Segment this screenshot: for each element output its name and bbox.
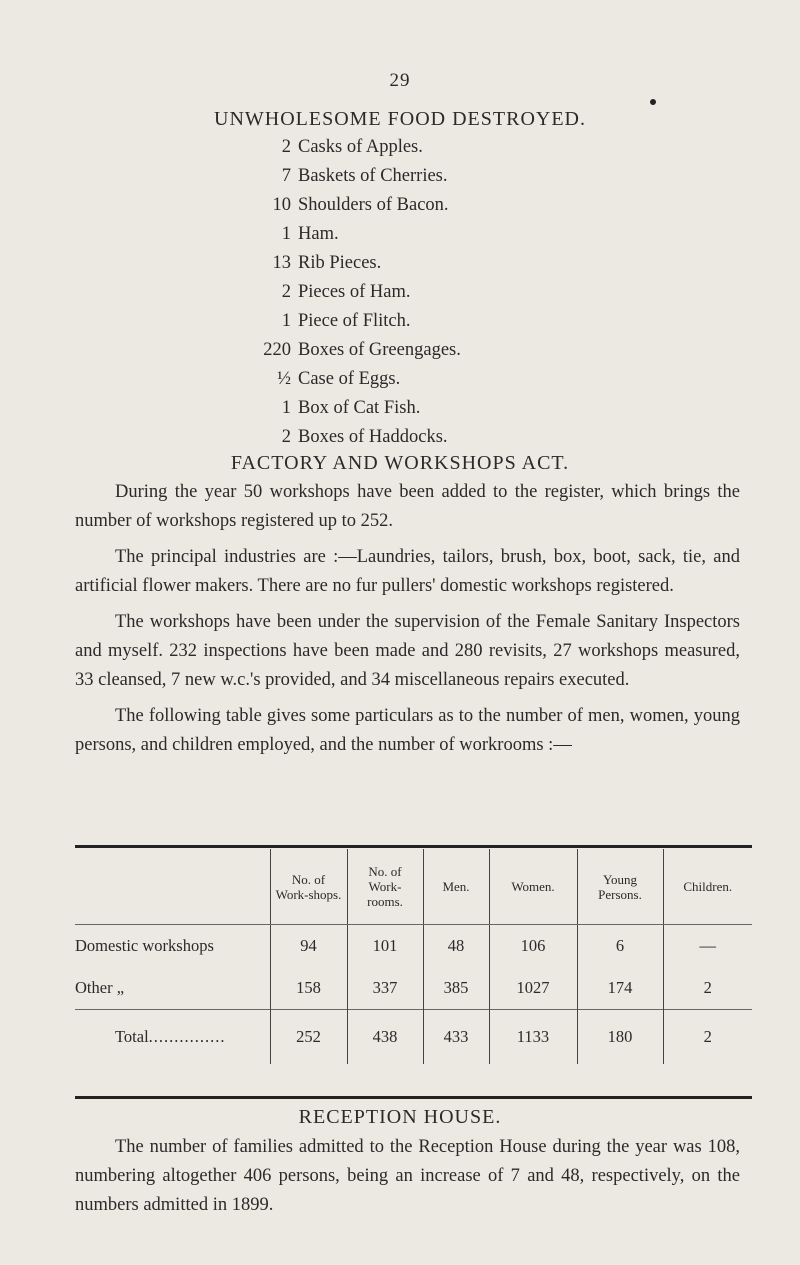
factory-heading: FACTORY AND WORKSHOPS ACT. <box>230 452 570 474</box>
table-cell: 252 <box>270 1010 347 1065</box>
table-cell: 101 <box>347 925 423 968</box>
item-quantity: 13 <box>272 253 291 273</box>
item-quantity: ½ <box>277 369 291 389</box>
item-label: Shoulders of Bacon. <box>298 195 449 215</box>
table-total-row <box>75 1010 752 1065</box>
item-label: Boxes of Greengages. <box>298 340 461 360</box>
reception-text <box>75 1133 740 1220</box>
column-header: Children. <box>663 849 752 925</box>
table-cell: 48 <box>423 925 489 968</box>
item-label: Rib Pieces. <box>298 253 382 273</box>
table-bottom-rule <box>75 1096 752 1099</box>
column-header: Young Persons. <box>577 849 663 925</box>
paragraph: The principal industries are :—Laundries, tailors, brush, box, boot, sack, tie, and artificial flower makers. There are no fur pullers' domestic workshops registered. <box>75 547 740 596</box>
table-cell: 174 <box>577 967 663 1010</box>
unwholesome-heading: UNWHOLESOME FOOD DESTROYED. <box>214 108 586 130</box>
item-label: Piece of Flitch. <box>298 311 411 331</box>
paragraph: The following table gives some particulars as to the number of men, women, young persons, and children employed, and the number of workrooms :— <box>75 706 740 755</box>
table-cell: 438 <box>347 1010 423 1065</box>
item-quantity: 7 <box>281 166 291 186</box>
page-number: 29 <box>389 70 411 91</box>
item-label: Baskets of Cherries. <box>298 166 448 186</box>
row-label: Total............... <box>75 1010 270 1065</box>
workshop-table <box>75 849 752 1064</box>
table-cell: 337 <box>347 967 423 1010</box>
item-label: Case of Eggs. <box>298 369 401 389</box>
column-header: Men. <box>423 849 489 925</box>
table-cell: 180 <box>577 1010 663 1065</box>
item-quantity: 1 <box>281 224 291 244</box>
item-label: Box of Cat Fish. <box>298 398 421 418</box>
ink-dot <box>650 99 656 105</box>
column-header: Women. <box>489 849 577 925</box>
table-cell: 6 <box>577 925 663 968</box>
factory-text <box>75 478 740 760</box>
table-cell: 433 <box>423 1010 489 1065</box>
item-quantity: 1 <box>281 311 291 331</box>
table-cell: 106 <box>489 925 577 968</box>
item-quantity: 10 <box>272 195 291 215</box>
item-quantity: 2 <box>281 137 291 157</box>
column-header <box>75 849 270 925</box>
paragraph: The workshops have been under the supervision of the Female Sanitary Inspectors and myself. 232 inspections have been made and 280 revisits, 27 workshops measured, 33 cleansed, 7 new w.c.'s provided, and 34 miscellaneous repairs executed. <box>75 612 740 690</box>
row-label: Other „ <box>75 978 125 997</box>
table-cell: 1027 <box>489 967 577 1010</box>
table-cell: 1133 <box>489 1010 577 1065</box>
column-header: No. of Work-shops. <box>270 849 347 925</box>
table-cell: 158 <box>270 967 347 1010</box>
item-quantity: 2 <box>281 282 291 302</box>
item-label: Boxes of Haddocks. <box>298 427 448 447</box>
table-cell: 2 <box>663 1010 752 1065</box>
item-label: Ham. <box>298 224 339 244</box>
item-quantity: 2 <box>281 427 291 447</box>
paragraph: The number of families admitted to the Reception House during the year was 108, numbering altogether 406 persons, being an increase of 7 and 48, respectively, on the numbers admitted in 1899. <box>75 1137 740 1215</box>
column-header: No. of Work-rooms. <box>347 849 423 925</box>
table-header-row <box>75 849 752 925</box>
item-quantity: 220 <box>263 340 291 360</box>
table-cell: — <box>663 925 752 968</box>
table-cell: 94 <box>270 925 347 968</box>
table-top-rule <box>75 845 752 848</box>
table-row <box>75 967 752 1010</box>
item-quantity: 1 <box>281 398 291 418</box>
item-label: Casks of Apples. <box>298 137 423 157</box>
reception-heading: RECEPTION HOUSE. <box>298 1106 502 1128</box>
table-cell: 2 <box>663 967 752 1010</box>
row-label: Domestic workshops <box>75 936 214 955</box>
table-row <box>75 925 752 968</box>
item-label: Pieces of Ham. <box>298 282 411 302</box>
table-cell: 385 <box>423 967 489 1010</box>
paragraph: During the year 50 workshops have been added to the register, which brings the number of workshops registered up to 252. <box>75 482 740 531</box>
